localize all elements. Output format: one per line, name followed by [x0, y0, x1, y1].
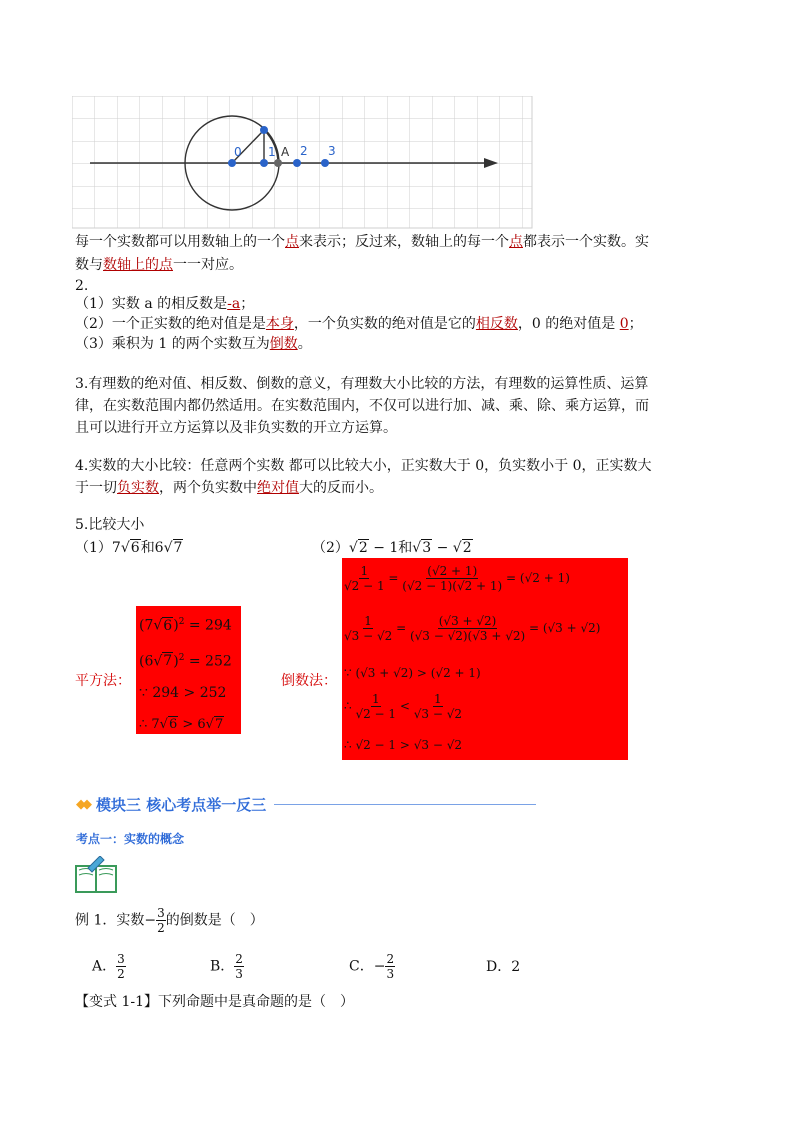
section-2-item-2: （2）一个正实数的绝对值是是本身，一个负实数的绝对值是它的相反数，0 的绝对值是 0；: [75, 316, 643, 332]
section-5-heading: 5.比较大小: [75, 517, 145, 533]
module-header: [76, 794, 536, 815]
answer-neg-a: -a: [227, 296, 241, 312]
point-top: [260, 126, 268, 134]
point-3: [321, 159, 329, 167]
square-line-3: ∵ 294 > 252: [139, 685, 227, 702]
module-title: 模块三 核心考点举一反三: [96, 796, 267, 814]
method-square-label: 平方法：: [75, 673, 131, 689]
point-2: [293, 159, 301, 167]
example-fraction: $\frac{3}{2}$: [157, 906, 165, 935]
label-A: A: [281, 145, 290, 159]
section-2-item-1: （1）实数 a 的相反数是-a；: [75, 296, 255, 312]
reciprocal-method-box: [342, 558, 628, 760]
point-A: [274, 159, 282, 167]
point-0: [228, 159, 236, 167]
option-b[interactable]: B． $\frac{2}{3}$: [210, 952, 243, 981]
reciprocal-line-3: ∵ (√3 + √2) > (√2 + 1): [344, 666, 481, 680]
answer-reciprocal: 倒数: [269, 336, 298, 352]
reciprocal-line-1: $\frac{1}{√2 - 1}$ = $\frac{(√2 + 1)}{(√2 - 1)(√2 + 1)}$ = (√2 + 1): [344, 564, 570, 593]
section-2-item-3: （3）乘积为 1 的两个实数互为倒数。: [75, 336, 312, 352]
book-pencil-icon: [74, 856, 118, 894]
section-5-question-1: （1）7√6和6√7: [75, 540, 183, 556]
reciprocal-line-2: $\frac{1}{√3 - √2}$ = $\frac{(√3 + √2)}{(√3 - √2)(√3 + √2)}$ = (√3 + √2): [344, 614, 601, 643]
square-line-1: $(7√6)^2 = 294$: [139, 617, 232, 634]
section-3-line-3: 且可以进行开立方运算以及非负实数的开立方运算。: [75, 420, 397, 436]
square-line-4: ∴ 7√6 > 6√7: [139, 717, 224, 733]
answer-negative-reals: 负实数: [117, 480, 159, 496]
section-5-question-2: （2）√2 − 1和√3 − √2: [312, 540, 472, 556]
label-2: 2: [300, 144, 308, 158]
section-2-heading: 2.: [75, 278, 89, 294]
square-line-2: $(6√7)^2 = 252$: [139, 652, 232, 670]
label-1: 1: [268, 145, 276, 159]
section-3-line-2: 律，在实数范围内都仍然适用。在实数范围内，不仅可以进行加、减、乘、除、乘方运算，而: [75, 398, 649, 414]
point-1: [260, 159, 268, 167]
square-method-box: [136, 606, 241, 734]
kaodian-heading: 考点一：实数的概念: [76, 832, 185, 846]
answer-point-1: 点: [285, 234, 299, 250]
section-4-line-2: 于一切负实数，两个负实数中绝对值大的反而小。: [75, 480, 383, 496]
reciprocal-line-4: ∴ $\frac{1}{√2 - 1}$ < $\frac{1}{√3 - √2}$: [344, 692, 462, 721]
answer-absolute-value: 绝对值: [257, 480, 299, 496]
paragraph-1-line-1: 每一个实数都可以用数轴上的一个点来表示；反过来，数轴上的每一个点都表示一个实数。实: [75, 234, 649, 250]
label-3: 3: [328, 144, 336, 158]
option-d[interactable]: D．2: [486, 959, 521, 975]
option-a[interactable]: A． $\frac{3}{2}$: [92, 952, 125, 981]
variant-1-1: 【变式 1-1】下列命题中是真命题的是（ ）: [75, 994, 354, 1010]
answer-axis-points: 数轴上的点: [103, 257, 173, 273]
method-reciprocal-label: 倒数法：: [281, 673, 337, 689]
module-divider: [274, 804, 536, 805]
question-1-expression: 7√6和6√7: [111, 540, 183, 556]
answer-point-2: 点: [509, 234, 523, 250]
answer-itself: 本身: [265, 316, 294, 332]
label-0: 0: [234, 145, 242, 159]
section-3-line-1: 3.有理数的绝对值、相反数、倒数的意义，有理数大小比较的方法，有理数的运算性质、运算: [75, 376, 649, 392]
option-c[interactable]: C．− $\frac{2}{3}$: [349, 952, 395, 981]
example-1: 例 1．实数− $\frac{3}{2}$ 的倒数是（ ）: [75, 906, 264, 935]
double-diamond-icon: ◆◆: [76, 797, 88, 812]
answer-opposite: 相反数: [475, 316, 518, 332]
section-4-line-1: 4.实数的大小比较：任意两个实数 都可以比较大小，正实数大于 0，负实数小于 0，正实数大: [75, 458, 652, 474]
reciprocal-line-5: ∴ √2 − 1 > √3 − √2: [344, 738, 462, 752]
paragraph-1-line-2: 数与数轴上的点一一对应。: [75, 257, 243, 273]
question-2-expression: √2 − 1和√3 − √2: [348, 540, 472, 556]
number-line-figure: [72, 96, 534, 230]
answer-zero: 0: [619, 316, 629, 332]
